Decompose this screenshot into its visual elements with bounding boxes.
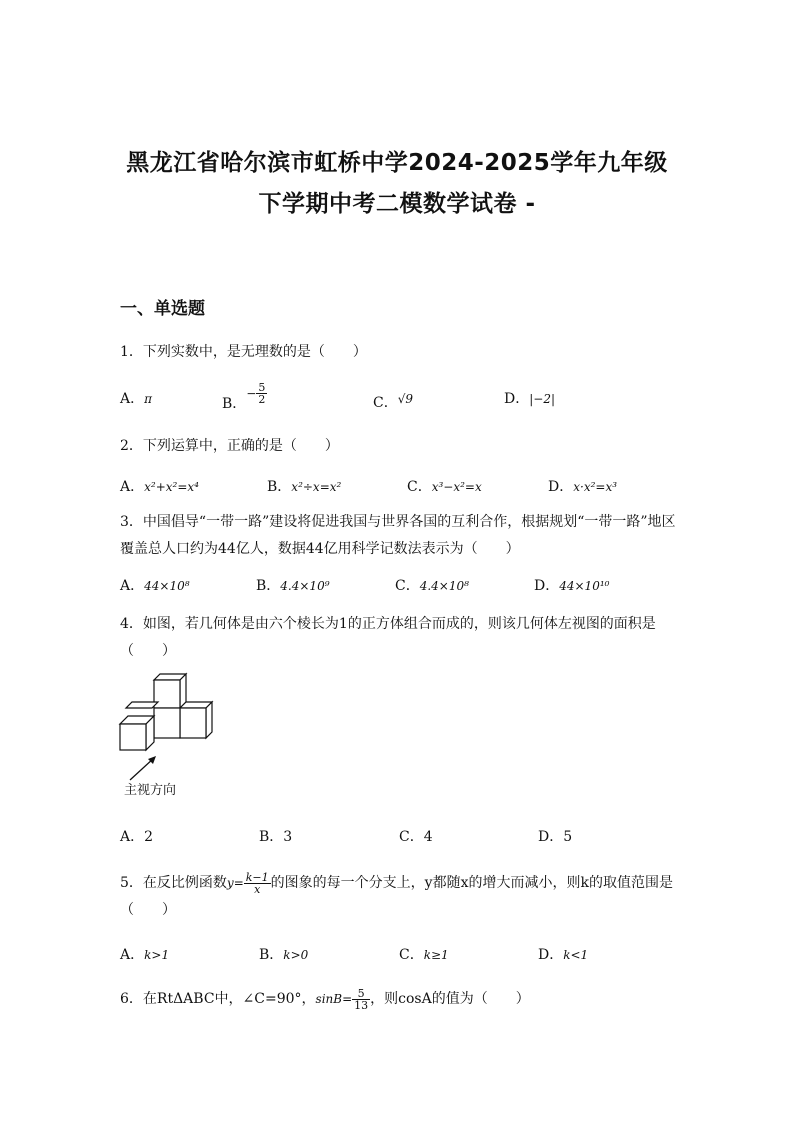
option-c: C．4: [399, 829, 433, 845]
question-4-options: [120, 826, 680, 850]
question-5-stem: 5．在反比例函数y= $\frac{k-1}{x}$ 的图象的每一个分支上，y都随x的增大而减小，则k的取值范围是（ ）: [120, 870, 673, 918]
cube-figure: [112, 672, 222, 782]
section-heading: 一、单选题: [120, 299, 205, 319]
option-c: C．k≥1: [399, 947, 449, 963]
option-a: A．x²+x²=x⁴: [120, 479, 199, 495]
question-1-options: [120, 381, 680, 412]
question-2-options: [120, 476, 680, 500]
cube-top-front: [154, 680, 180, 708]
option-a: A．π: [120, 391, 153, 407]
option-d: D．k<1: [538, 947, 589, 963]
figure-caption: 主视方向: [124, 783, 177, 798]
option-d: D．x·x²=x³: [548, 479, 618, 495]
option-b: B．4.4×10⁹: [256, 578, 330, 594]
question-6-stem: 6．在RtΔABC中，∠C=90°，sinB= $\frac{5}{13}$ ，则cosA的值为（ ）: [120, 986, 530, 1012]
option-d: D．5: [538, 829, 573, 845]
option-a: A．44×10⁸: [120, 578, 190, 594]
question-3-options: [120, 575, 680, 599]
option-a: A．2: [120, 829, 154, 845]
option-c: C．x³−x²=x: [407, 479, 482, 495]
question-3-stem: 3．中国倡导“一带一路”建设将促进我国与世界各国的互利合作，根据规划“一带一路”地区覆盖总人口约为44亿人，数据44亿用科学记数法表示为（ ）: [120, 514, 676, 557]
option-d: D．44×10¹⁰: [534, 578, 610, 594]
option-b: B．− $\frac{5}{2}$: [222, 381, 266, 412]
page-title-line1: 黑龙江省哈尔滨市虹桥中学2024-2025学年九年级: [126, 150, 668, 176]
question-5-options: [120, 944, 680, 968]
option-b: B．k>0: [259, 947, 309, 963]
option-c: C．√9: [373, 392, 413, 411]
option-b: B．x²÷x=x²: [267, 479, 342, 495]
question-2-stem: 2．下列运算中，正确的是（ ）: [120, 438, 339, 454]
option-a: A．k>1: [120, 947, 170, 963]
question-1-stem: 1．下列实数中，是无理数的是（ ）: [120, 344, 367, 360]
question-4-stem: 4．如图，若几何体是由六个棱长为1的正方体组合而成的，则该几何体左视图的面积是（ ）: [120, 616, 656, 659]
page-title-line2: 下学期中考二模数学试卷 -: [258, 191, 536, 217]
option-b: B．3: [259, 829, 293, 845]
option-c: C．4.4×10⁸: [395, 578, 469, 594]
option-d: D．|−2|: [504, 391, 556, 407]
